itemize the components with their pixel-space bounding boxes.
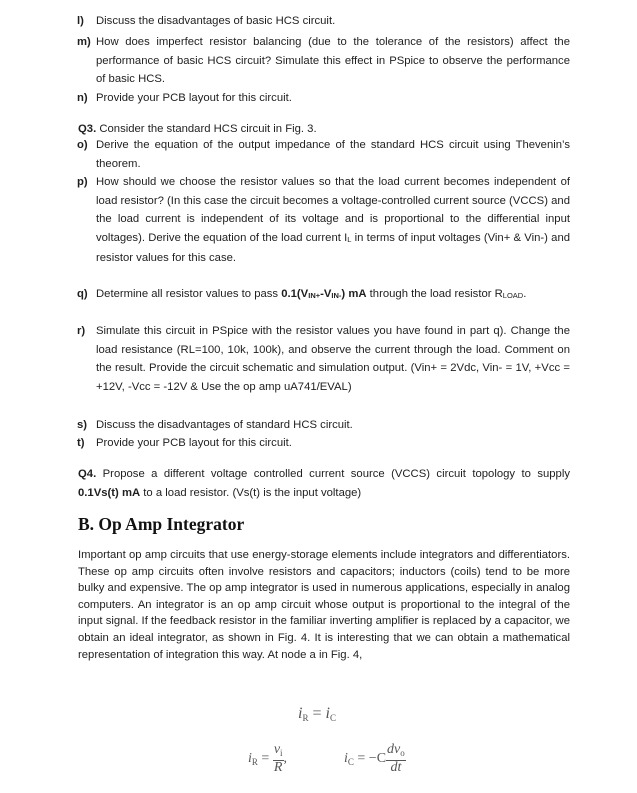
section-paragraph: Important op amp circuits that use energy-storage elements include integrators and differentiators. These op amp circuits often involve resistors and capacitors; inductors (coils) tend to be more bulky and expensive. The op amp integrator is used in numerous applications, especially in analog computers. An integrator is an op amp circuit whose output is proportional to the integral of the input signal. If the feedback resistor in the familiar inverting amplifier is replaced by a capacitor, we obtain an ideal integrator, as shown in Fig. 4. It is interesting that we can obtain a mathematical representation of integration this way. At node a in Fig. 4, — [78, 549, 570, 661]
item-label: r) — [77, 325, 86, 337]
item-label: s) — [77, 419, 88, 431]
item-text: Determine all resistor values to pass — [96, 288, 282, 300]
question-number: Q3. — [78, 123, 97, 135]
item-subscript: IN+ — [308, 291, 321, 300]
equation-ic — [344, 743, 406, 775]
eq-subscript: o — [400, 748, 405, 758]
item-label: m) — [77, 36, 91, 48]
eq-denominator: dt — [390, 760, 402, 775]
question-text: Consider the standard HCS circuit in Fig. 3. — [99, 123, 317, 135]
eq-operator: = — [257, 751, 273, 767]
item-text: Discuss the disadvantages of standard HCS circuit. — [96, 419, 353, 431]
item-text: How does imperfect resistor balancing (due to the tolerance of the resistors) affect the performance of basic HCS circuit? Simulate this effect in PSpice to observe the performance of basic HCS. — [96, 36, 570, 85]
question-item-o — [77, 136, 570, 173]
item-label: t) — [77, 437, 85, 449]
eq-subscript: i — [280, 748, 283, 758]
item-subscript: IN- — [331, 291, 342, 300]
item-label: n) — [77, 92, 88, 104]
equation-ir-equals-ic — [298, 705, 336, 723]
item-subscript: L — [347, 234, 352, 244]
question-item-q — [77, 285, 570, 306]
question-item-t — [77, 434, 570, 453]
eq-operator: = −C — [353, 751, 387, 767]
eq-numerator: v — [273, 742, 281, 757]
item-text-after: in terms of input voltages (Vin+ & Vin-) and resistor values for this case. — [96, 231, 571, 264]
eq-subscript: C — [347, 757, 354, 768]
eq-comma: , — [283, 751, 288, 767]
eq-symbol: i — [325, 705, 330, 722]
item-text: through the load resistor R — [366, 288, 503, 300]
equation-ir — [248, 743, 287, 775]
item-text: Simulate this circuit in PSpice with the resistor values you have found in part q). Change the load resistance (RL=100, 10k, 100k), and observe the current through the load. Comment on the result. Provide the circuit schematic and simulation output. (Vin+ = 2Vdc, Vin- = 1V, +Vcc = +12V, -Vcc = -12V & Use the op amp uA741/EVAL) — [96, 325, 570, 393]
eq-numerator: dv — [387, 742, 401, 757]
section-heading: B. Op Amp Integrator — [78, 514, 245, 534]
eq-denominator: R — [273, 760, 283, 775]
question-q4 — [78, 465, 570, 502]
eq-symbol: i — [298, 705, 303, 722]
item-text: Provide your PCB layout for this circuit. — [96, 92, 292, 104]
item-label: q) — [77, 288, 88, 300]
question-item-r — [77, 322, 570, 396]
item-text: Discuss the disadvantages of basic HCS circuit. — [96, 15, 336, 27]
question-text: to a load resistor. (Vs(t) is the input voltage) — [140, 486, 362, 499]
item-text: Derive the equation of the output impedance of the standard HCS circuit using Thevenin’s theorem. — [96, 139, 570, 170]
question-item-m — [77, 33, 570, 89]
item-text: Provide your PCB layout for this circuit. — [96, 437, 292, 449]
item-text: . — [523, 288, 527, 300]
eq-subscript: R — [302, 713, 309, 723]
item-label: p) — [77, 176, 88, 188]
item-label: o) — [77, 139, 88, 151]
eq-subscript: C — [329, 713, 336, 723]
question-bold: 0.1Vs(t) mA — [78, 486, 141, 499]
question-item-p — [77, 173, 571, 268]
eq-fraction — [273, 743, 284, 775]
eq-fraction — [386, 743, 406, 775]
eq-operator: = — [308, 705, 326, 722]
item-label: l) — [77, 15, 84, 27]
eq-symbol: i — [344, 751, 348, 767]
item-text: How should we choose the resistor values so that the load current becomes independent of load resistor? (In this case the circuit becomes a voltage-controlled current source (VCCS) and the load current is independent of its voltage and is proportional to the differential input voltages). Derive the equation of the load current I — [96, 176, 570, 244]
item-bold: -V — [320, 288, 332, 300]
item-bold: ) mA — [341, 288, 367, 300]
question-item-n — [77, 89, 570, 108]
item-subscript: LOAD — [502, 291, 524, 300]
question-item-s — [77, 416, 570, 435]
question-text: Propose a different voltage controlled current source (VCCS) circuit topology to supply — [96, 468, 570, 480]
item-bold: 0.1(V — [281, 288, 309, 300]
question-item-l — [77, 12, 570, 31]
question-number: Q4. — [78, 468, 97, 480]
eq-symbol: i — [248, 751, 252, 767]
eq-subscript: R — [251, 757, 258, 768]
